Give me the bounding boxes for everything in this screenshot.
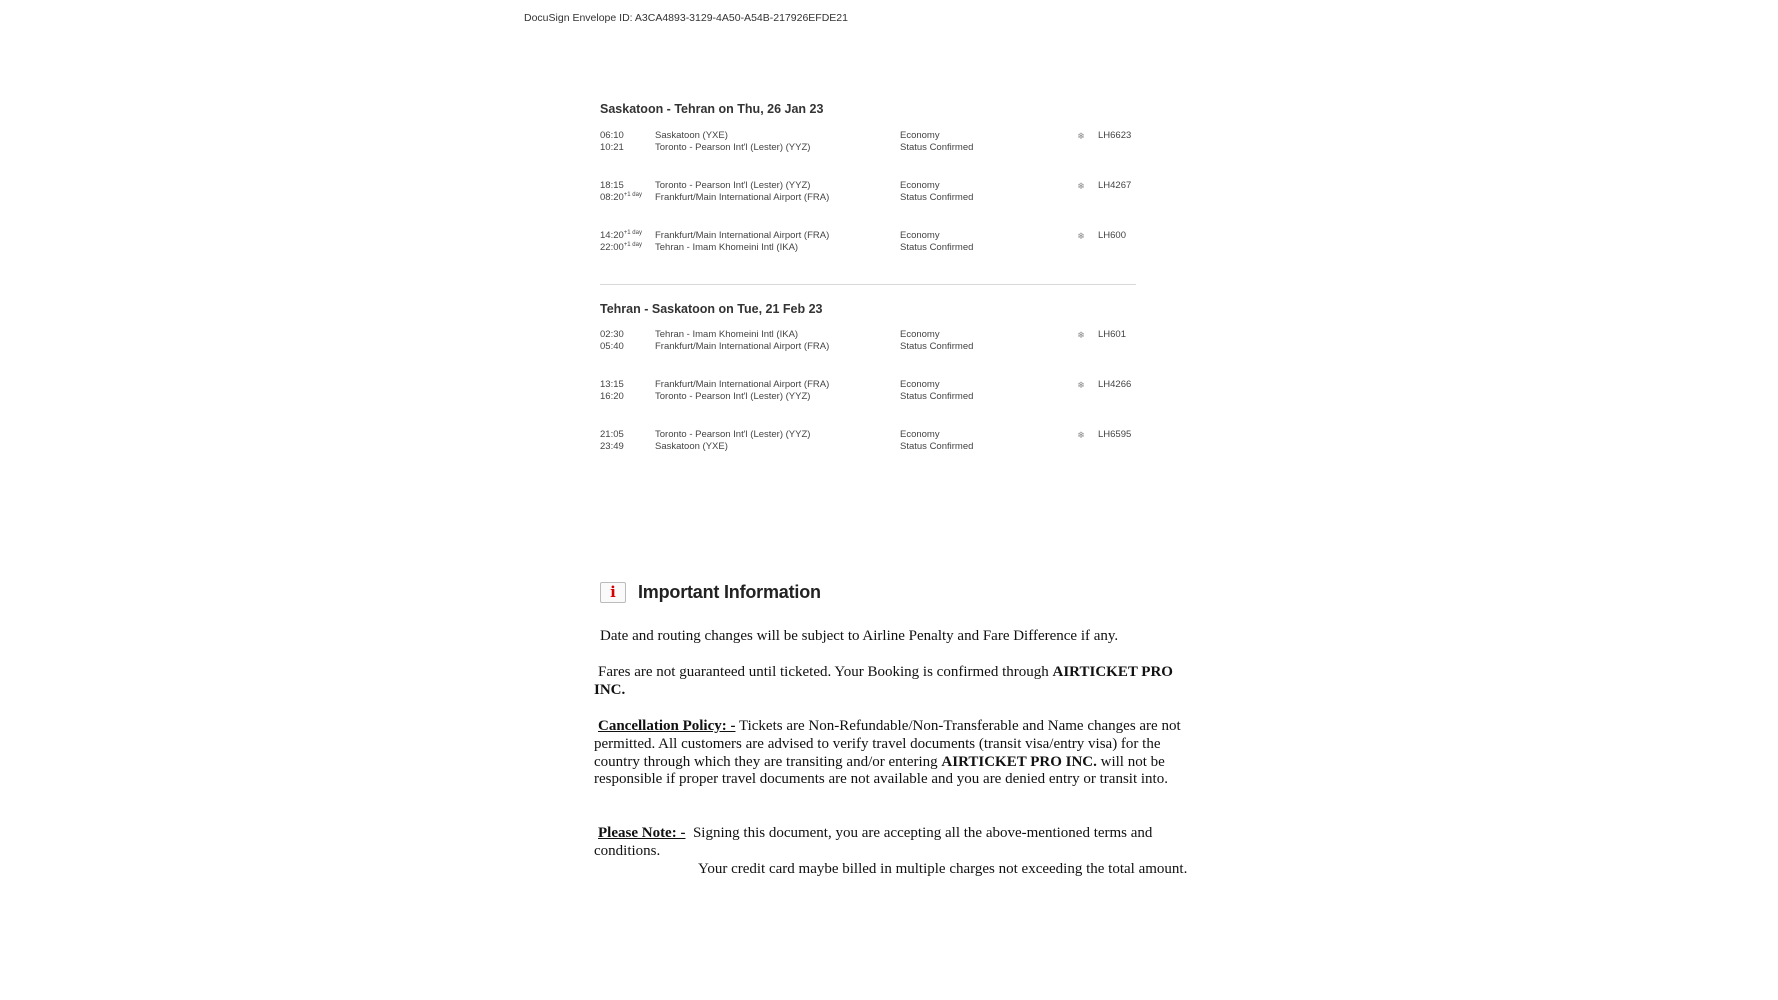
- booking-status: Status Confirmed: [900, 242, 974, 253]
- arrival-time: 22:00: [600, 242, 624, 253]
- important-information-title: Important Information: [638, 581, 821, 602]
- origin-airport: Frankfurt/Main International Airport (FRA): [655, 230, 830, 241]
- return-segment: [600, 329, 1160, 357]
- airline-logo-icon: ❄: [1077, 131, 1085, 141]
- segment-times: [600, 130, 655, 154]
- outbound-segment: [600, 130, 1160, 158]
- fares-paragraph: [594, 664, 1194, 700]
- booking-status: Status Confirmed: [900, 142, 974, 153]
- cancellation-company: AIRTICKET PRO INC.: [941, 753, 1097, 770]
- booking-status: Status Confirmed: [900, 391, 974, 402]
- segment-times: [600, 429, 655, 453]
- outbound-title: Saskatoon - Tehran on Thu, 26 Jan 23: [600, 102, 824, 116]
- outbound-segment: [600, 180, 1160, 208]
- important-information-header: [600, 580, 821, 604]
- cabin-class: Economy: [900, 429, 940, 440]
- section-divider: [600, 284, 1136, 285]
- cabin-class: Economy: [900, 379, 940, 390]
- departure-day-offset: +1 day: [623, 229, 642, 236]
- airline-logo-icon: ❄: [1077, 231, 1085, 241]
- destination-airport: Tehran - Imam Khomeini Intl (IKA): [655, 242, 799, 253]
- cabin-class: Economy: [900, 329, 940, 340]
- cancellation-label: Cancellation Policy: -: [598, 718, 736, 734]
- segment-airports: [655, 429, 895, 453]
- flight-number: LH4266: [1098, 379, 1132, 390]
- routing-changes-paragraph: Date and routing changes will be subject to Airline Penalty and Fare Difference if any.: [600, 628, 1119, 644]
- cabin-class: Economy: [900, 230, 940, 241]
- note-label: Please Note: -: [598, 825, 686, 841]
- cancellation-text-2: will not be responsible if proper travel documents are not available and you are denied entry or transit into.: [594, 753, 1168, 788]
- origin-airport: Frankfurt/Main International Airport (FRA): [655, 379, 830, 390]
- note-text-1: Signing this document, you are accepting all the above-mentioned terms and conditions.: [594, 825, 1153, 859]
- arrival-time: 05:40: [600, 341, 624, 352]
- note-paragraph: [594, 825, 1194, 878]
- note-text-2: Your credit card maybe billed in multiple charges not exceeding the total amount.: [698, 860, 1188, 877]
- flight-number: LH6595: [1098, 429, 1132, 440]
- departure-time: 14:20: [600, 230, 624, 241]
- destination-airport: Frankfurt/Main International Airport (FRA): [655, 341, 830, 352]
- airline-logo-icon: ❄: [1077, 330, 1085, 340]
- cancellation-text-1: Tickets are Non-Refundable/Non-Transferable and Name changes are not permitted. All customers are advised to verify travel documents (transit visa/entry visa) for the country through which they are transiting and/or entering: [594, 718, 1181, 770]
- departure-time: 02:30: [600, 329, 624, 340]
- cabin-class: Economy: [900, 130, 940, 141]
- destination-airport: Toronto - Pearson Int'l (Lester) (YYZ): [655, 391, 811, 402]
- flight-number: LH4267: [1098, 180, 1132, 191]
- segment-airports: [655, 379, 895, 403]
- booking-status: Status Confirmed: [900, 441, 974, 452]
- departure-time: 21:05: [600, 429, 624, 440]
- flight-number: LH601: [1098, 329, 1126, 340]
- segment-cabin: [900, 230, 1050, 254]
- airline-logo-icon: ❄: [1077, 380, 1085, 390]
- fares-text: Fares are not guaranteed until ticketed. Your Booking is confirmed through: [598, 664, 1053, 680]
- segment-times: [600, 230, 655, 254]
- arrival-time: 08:20: [600, 192, 624, 203]
- fares-company: AIRTICKET PRO INC.: [594, 664, 1173, 698]
- arrival-day-offset: +1 day: [623, 191, 642, 198]
- segment-cabin: [900, 130, 1050, 154]
- segment-airports: [655, 329, 895, 353]
- origin-airport: Toronto - Pearson Int'l (Lester) (YYZ): [655, 429, 811, 440]
- cabin-class: Economy: [900, 180, 940, 191]
- arrival-time: 16:20: [600, 391, 624, 402]
- return-title: Tehran - Saskatoon on Tue, 21 Feb 23: [600, 302, 823, 316]
- arrival-time: 10:21: [600, 142, 624, 153]
- airline-logo-icon: ❄: [1077, 181, 1085, 191]
- departure-time: 06:10: [600, 130, 624, 141]
- departure-time: 18:15: [600, 180, 624, 191]
- airline-logo-icon: ❄: [1077, 430, 1085, 440]
- segment-times: [600, 180, 655, 204]
- return-segment: [600, 429, 1160, 457]
- flight-number: LH6623: [1098, 130, 1132, 141]
- segment-airports: [655, 180, 895, 204]
- origin-airport: Saskatoon (YXE): [655, 130, 728, 141]
- segment-cabin: [900, 429, 1050, 453]
- booking-status: Status Confirmed: [900, 341, 974, 352]
- segment-cabin: [900, 329, 1050, 353]
- destination-airport: Saskatoon (YXE): [655, 441, 728, 452]
- info-icon: i: [600, 582, 626, 603]
- segment-times: [600, 379, 655, 403]
- arrival-day-offset: +1 day: [623, 241, 642, 248]
- origin-airport: Toronto - Pearson Int'l (Lester) (YYZ): [655, 180, 811, 191]
- departure-time: 13:15: [600, 379, 624, 390]
- segment-times: [600, 329, 655, 353]
- segment-cabin: [900, 379, 1050, 403]
- cancellation-paragraph: [594, 718, 1194, 789]
- booking-status: Status Confirmed: [900, 192, 974, 203]
- segment-cabin: [900, 180, 1050, 204]
- segment-airports: [655, 130, 895, 154]
- origin-airport: Tehran - Imam Khomeini Intl (IKA): [655, 329, 799, 340]
- flight-number: LH600: [1098, 230, 1126, 241]
- segment-airports: [655, 230, 895, 254]
- destination-airport: Toronto - Pearson Int'l (Lester) (YYZ): [655, 142, 811, 153]
- envelope-id: DocuSign Envelope ID: A3CA4893-3129-4A50-A54B-217926EFDE21: [524, 12, 848, 24]
- destination-airport: Frankfurt/Main International Airport (FRA): [655, 192, 830, 203]
- outbound-segment: [600, 230, 1160, 258]
- arrival-time: 23:49: [600, 441, 624, 452]
- return-segment: [600, 379, 1160, 407]
